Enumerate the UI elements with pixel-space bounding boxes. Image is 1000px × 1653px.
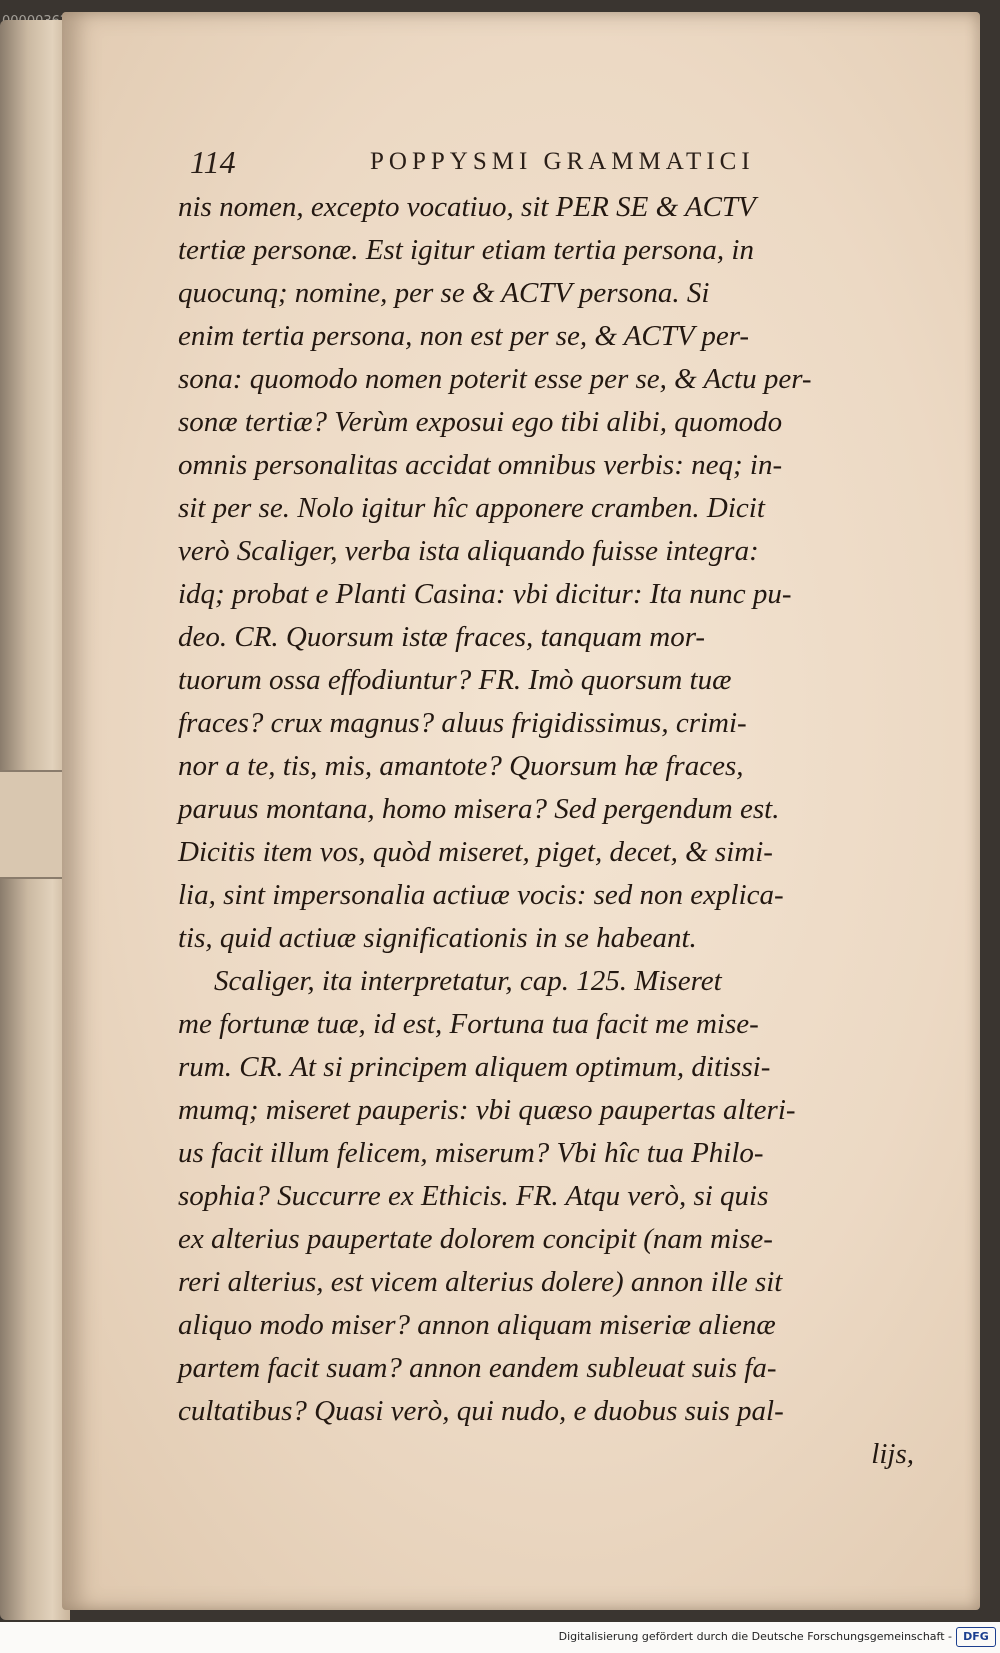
paragraph-2 [178, 960, 968, 1433]
text-line: enim tertia persona, non est per se, & ACTV per- [178, 320, 750, 352]
footer-bar [0, 1622, 1000, 1653]
text-line: nor a te, tis, mis, amantote? Quorsum hæ fraces, [178, 750, 744, 782]
text-line: mumq; miseret pauperis: vbi quæso paupertas alteri- [178, 1094, 796, 1126]
text-line: idq; probat e Planti Casina: vbi dicitur: Ita nunc pu- [178, 578, 792, 610]
text-line: Dicitis item vos, quòd miseret, piget, decet, & simi- [178, 836, 773, 868]
catchword: lijs, [871, 1438, 914, 1470]
text-line: sophia? Succurre ex Ethicis. FR. Atqu verò, si quis [178, 1180, 769, 1212]
dfg-logo: DFG [956, 1627, 996, 1647]
text-line: quocunq; nomine, per se & ACTV persona. Si [178, 277, 710, 309]
text-line: rum. CR. At si principem aliquem optimum, ditissi- [178, 1051, 771, 1083]
text-line: deo. CR. Quorsum istæ fraces, tanquam mor- [178, 621, 706, 653]
page-text [178, 186, 968, 1476]
running-head [190, 144, 850, 180]
text-line: cultatibus? Quasi verò, qui nudo, e duobus suis pal- [178, 1395, 784, 1427]
text-line: me fortunæ tuæ, id est, Fortuna tua facit me mise- [178, 1008, 759, 1040]
text-line: omnis personalitas accidat omnibus verbis: neq; in- [178, 449, 783, 481]
text-line: sit per se. Nolo igitur hîc apponere cramben. Dicit [178, 492, 765, 524]
text-line: tertiæ personæ. Est igitur etiam tertia persona, in [178, 234, 754, 266]
text-line: us facit illum felicem, miserum? Vbi hîc tua Philo- [178, 1137, 764, 1169]
funding-credit: Digitalisierung gefördert durch die Deutsche Forschungsgemeinschaft - [558, 1630, 952, 1643]
text-line: tuorum ossa effodiuntur? FR. Imò quorsum tuæ [178, 664, 732, 696]
text-line: sona: quomodo nomen poterit esse per se, & Actu per- [178, 363, 812, 395]
page-number: 114 [190, 144, 236, 180]
text-line: tis, quid actiuæ significationis in se habeant. [178, 922, 697, 954]
text-line: ex alterius paupertate dolorem concipit (nam mise- [178, 1223, 773, 1255]
text-line: paruus montana, homo misera? Sed pergendum est. [178, 793, 780, 825]
paragraph-1 [178, 186, 968, 960]
text-line: sonæ tertiæ? Verùm exposui ego tibi alibi, quomodo [178, 406, 783, 438]
text-line: Scaliger, ita interpretatur, cap. 125. Miseret [214, 965, 722, 997]
text-line: lia, sint impersonalia actiuæ vocis: sed non explica- [178, 879, 784, 911]
text-line: aliquo modo miser? annon aliquam miseriæ alienæ [178, 1309, 776, 1341]
text-line: reri alterius, est vicem alterius dolere) annon ille sit [178, 1266, 783, 1298]
running-title: POPPYSMI GRAMMATICI [370, 148, 755, 175]
text-line: nis nomen, excepto vocatiuo, sit PER SE & ACTV [178, 191, 756, 223]
text-line: fraces? crux magnus? aluus frigidissimus, crimi- [178, 707, 747, 739]
text-line: partem facit suam? annon eandem subleuat suis fa- [178, 1352, 777, 1384]
text-line: verò Scaliger, verba ista aliquando fuisse integra: [178, 535, 759, 567]
